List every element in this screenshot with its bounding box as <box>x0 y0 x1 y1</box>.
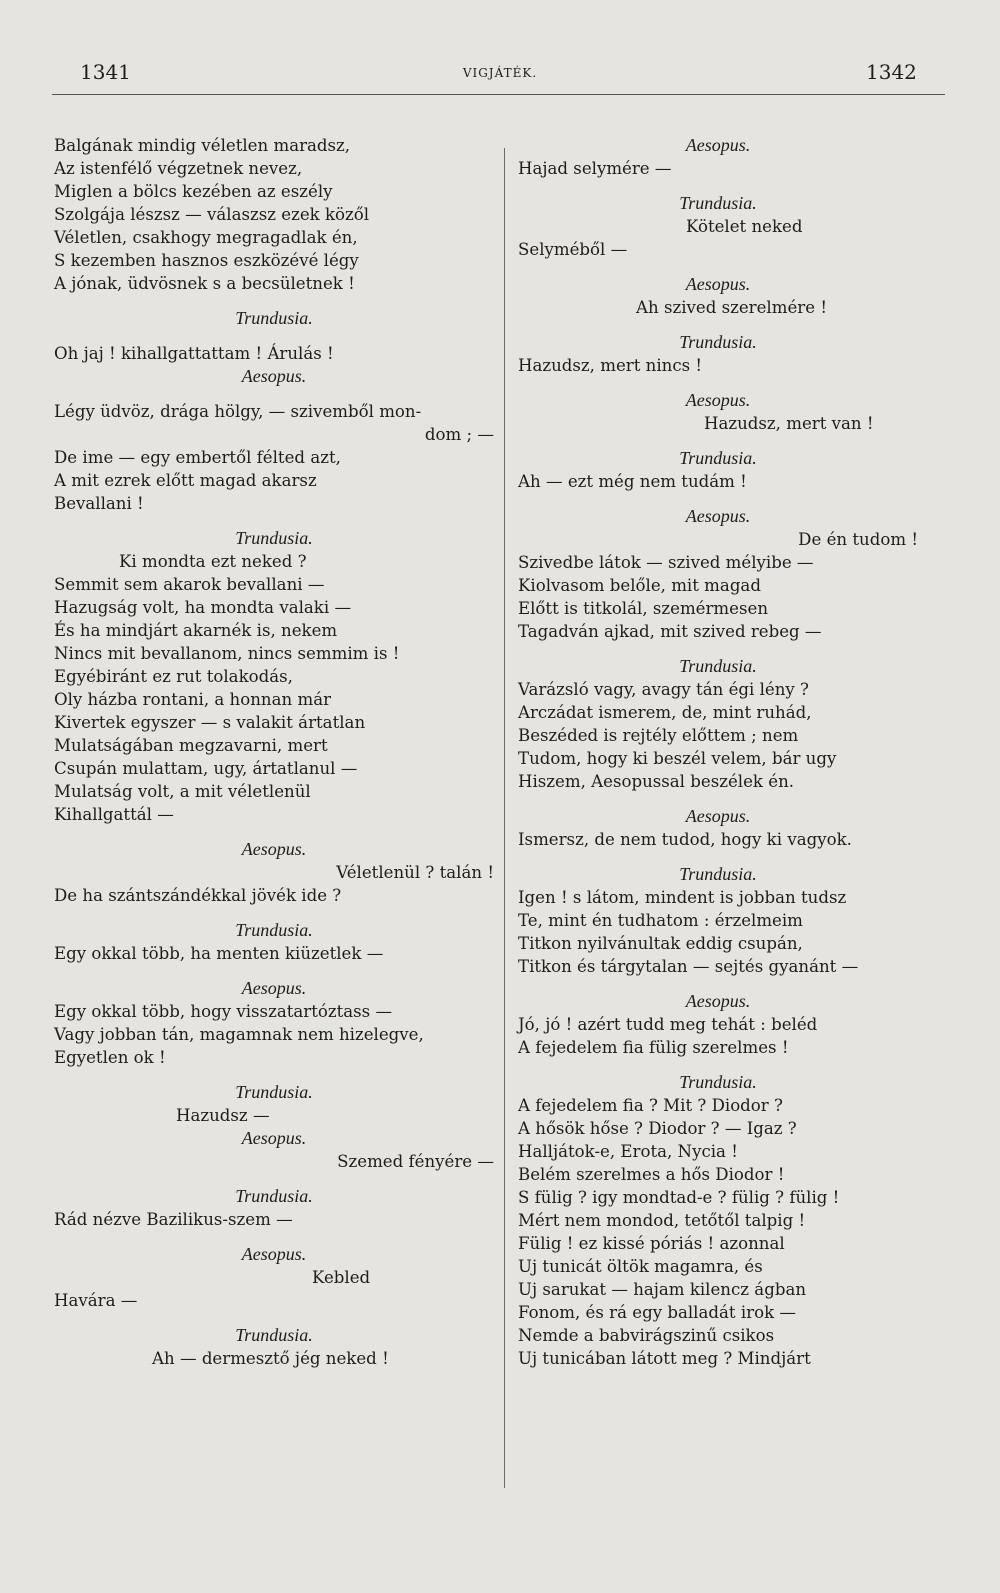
verse-line: Tudom, hogy ki beszél velem, bár ugy <box>518 749 837 768</box>
verse-line: Kivertek egyszer — s valakit ártatlan <box>54 713 366 732</box>
verse-line: Mulatság volt, a mit véletlenül <box>54 782 311 801</box>
verse-line: Kebled <box>312 1268 371 1287</box>
verse-line: A fejedelem fia fülig szerelmes ! <box>518 1038 789 1057</box>
verse-line: De ime — egy embertől félted azt, <box>54 448 341 467</box>
speaker-name: Aesopus. <box>241 366 307 386</box>
verse-line: És ha mindjárt akarnék is, nekem <box>54 621 338 640</box>
verse-line: Selyméből — <box>518 240 628 259</box>
speaker-name: Trundusia. <box>679 448 757 468</box>
speaker-name: Trundusia. <box>235 1325 313 1345</box>
speaker-name: Aesopus. <box>685 991 751 1011</box>
verse-line: Egy okkal több, ha menten kiüzetlek — <box>54 944 384 963</box>
verse-line: Uj tunicában látott meg ? Mindjárt <box>518 1349 811 1368</box>
verse-line: Az istenfélő végzetnek nevez, <box>54 159 303 178</box>
verse-line: S fülig ? igy mondtad-e ? fülig ? fülig ! <box>518 1188 840 1207</box>
verse-line: Hazugság volt, ha mondta valaki — <box>54 598 352 617</box>
page-number-left: 1341 <box>80 60 131 84</box>
verse-line: Igen ! s látom, mindent is jobban tudsz <box>518 888 847 907</box>
verse-line: A hősök hőse ? Diodor ? — Igaz ? <box>518 1119 797 1138</box>
verse-line: Jó, jó ! azért tudd meg tehát : beléd <box>518 1015 818 1034</box>
verse-line: Tagadván ajkad, mit szived rebeg — <box>518 622 822 641</box>
verse-line: Belém szerelmes a hős Diodor ! <box>518 1165 785 1184</box>
speaker-name: Aesopus. <box>241 1128 307 1148</box>
speaker-name: Trundusia. <box>235 528 313 548</box>
verse-line: Hazudsz, mert nincs ! <box>518 356 703 375</box>
verse-line: Egyébiránt ez rut tolakodás, <box>54 667 293 686</box>
verse-line: Fülig ! ez kissé póriás ! azonnal <box>518 1234 785 1253</box>
verse-line: Hiszem, Aesopussal beszélek én. <box>518 772 795 791</box>
verse-line: Hazudsz — <box>176 1106 270 1125</box>
verse-line: dom ; — <box>424 425 494 444</box>
verse-line: Ah — dermesztő jég neked ! <box>152 1349 389 1368</box>
verse-line: Hazudsz, mert van ! <box>704 414 874 433</box>
verse-line: Ki mondta ezt neked ? <box>119 552 307 571</box>
speaker-name: Trundusia. <box>679 656 757 676</box>
right-column <box>518 134 918 1370</box>
verse-line: Szolgája lészsz — válaszsz ezek közől <box>54 205 370 224</box>
speaker-name: Aesopus. <box>685 806 751 826</box>
verse-line: Uj tunicát öltök magamra, és <box>518 1257 763 1276</box>
verse-line: Kiolvasom belőle, mit magad <box>518 576 761 595</box>
verse-line: A jónak, üdvösnek s a becsületnek ! <box>54 274 355 293</box>
verse-line: Varázsló vagy, avagy tán égi lény ? <box>518 680 809 699</box>
verse-line: Arczádat ismerem, de, mint ruhád, <box>518 703 812 722</box>
verse-line: Ismersz, de nem tudod, hogy ki vagyok. <box>518 830 852 849</box>
verse-line: Mulatságában megzavarni, mert <box>54 736 328 755</box>
verse-line: Véletlen, csakhogy megragadlak én, <box>54 228 358 247</box>
verse-line: Egy okkal több, hogy visszatartóztass — <box>54 1002 393 1021</box>
speaker-name: Trundusia. <box>235 920 313 940</box>
verse-line: Bevallani ! <box>54 494 144 513</box>
verse-line: Titkon és tárgytalan — sejtés gyanánt — <box>518 957 859 976</box>
verse-line: Miglen a bölcs kezében az eszély <box>54 182 333 201</box>
speaker-name: Aesopus. <box>241 978 307 998</box>
verse-line: Csupán mulattam, ugy, ártatlanul — <box>54 759 358 778</box>
verse-line: Havára — <box>54 1291 138 1310</box>
verse-line: De ha szántszándékkal jövék ide ? <box>54 886 342 905</box>
header-rule <box>52 94 945 95</box>
left-column <box>54 134 494 1370</box>
verse-line: Uj sarukat — hajam kilencz ágban <box>518 1280 807 1299</box>
running-title: VIGJÁTÉK. <box>462 66 538 80</box>
verse-line: Fonom, és rá egy balladát irok — <box>518 1303 796 1322</box>
verse-line: Rád nézve Bazilikus-szem — <box>54 1210 293 1229</box>
verse-line: Te, mint én tudhatom : érzelmeim <box>518 911 803 930</box>
verse-line: De én tudom ! <box>798 530 918 549</box>
speaker-name: Trundusia. <box>679 193 757 213</box>
verse-line: Egyetlen ok ! <box>54 1048 166 1067</box>
verse-line: Nemde a babvirágszinű csikos <box>518 1326 775 1345</box>
verse-line: Ah — ezt még nem tudám ! <box>518 472 747 491</box>
verse-line: Oly házba rontani, a honnan már <box>54 690 332 709</box>
verse-line: Előtt is titkolál, szemérmesen <box>518 599 769 618</box>
verse-line: S kezemben hasznos eszközévé légy <box>54 251 359 270</box>
page-header <box>0 60 1000 90</box>
verse-line: Semmit sem akarok bevallani — <box>54 575 325 594</box>
speaker-name: Trundusia. <box>235 308 313 328</box>
verse-line: Balgának mindig véletlen maradsz, <box>54 136 351 155</box>
verse-line: Halljátok-e, Erota, Nycia ! <box>518 1142 738 1161</box>
speaker-name: Aesopus. <box>685 135 751 155</box>
speaker-name: Trundusia. <box>679 1072 757 1092</box>
verse-line: Oh jaj ! kihallgattattam ! Árulás ! <box>54 344 334 363</box>
verse-line: Kötelet neked <box>686 217 803 236</box>
speaker-name: Trundusia. <box>235 1186 313 1206</box>
speaker-name: Aesopus. <box>241 1244 307 1264</box>
verse-line: Titkon nyilvánultak eddig csupán, <box>518 934 803 953</box>
verse-line: Nincs mit bevallanom, nincs semmim is ! <box>54 644 400 663</box>
speaker-name: Trundusia. <box>235 1082 313 1102</box>
verse-line: Kihallgattál — <box>54 805 174 824</box>
verse-line: Szivedbe látok — szived mélyibe — <box>518 553 814 572</box>
verse-line: Légy üdvöz, drága hölgy, — szivemből mon- <box>54 402 422 421</box>
speaker-name: Aesopus. <box>241 839 307 859</box>
verse-line: Ah szived szerelmére ! <box>636 298 827 317</box>
verse-line: A mit ezrek előtt magad akarsz <box>54 471 317 490</box>
page-number-right: 1342 <box>866 60 917 84</box>
verse-line: A fejedelem fia ? Mit ? Diodor ? <box>518 1096 783 1115</box>
speaker-name: Trundusia. <box>679 332 757 352</box>
column-divider <box>504 148 505 1488</box>
verse-line: Hajad selymére — <box>518 159 672 178</box>
verse-line: Beszéded is rejtély előttem ; nem <box>518 726 799 745</box>
verse-line: Mért nem mondod, tetőtől talpig ! <box>518 1211 806 1230</box>
speaker-name: Aesopus. <box>685 390 751 410</box>
verse-line: Véletlenül ? talán ! <box>336 863 494 882</box>
verse-line: Szemed fényére — <box>337 1152 494 1171</box>
speaker-name: Aesopus. <box>685 506 751 526</box>
speaker-name: Trundusia. <box>679 864 757 884</box>
verse-line: Vagy jobban tán, magamnak nem hizelegve, <box>54 1025 424 1044</box>
speaker-name: Aesopus. <box>685 274 751 294</box>
